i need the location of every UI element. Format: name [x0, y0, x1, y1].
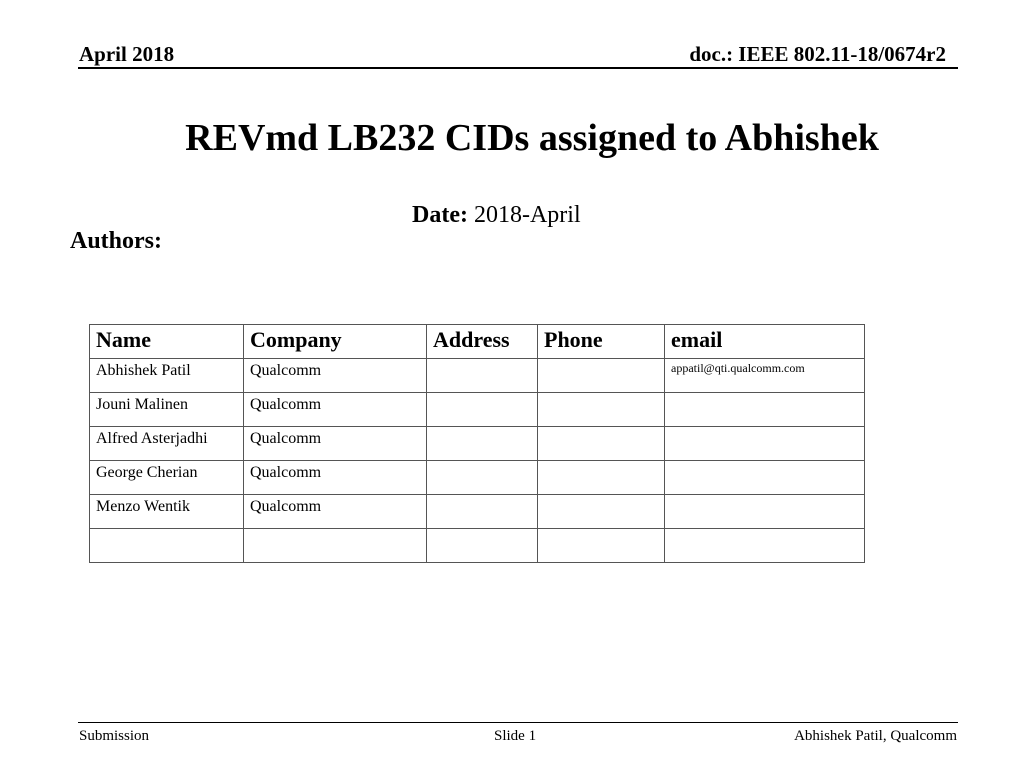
table-row: [90, 529, 865, 563]
cell-company: Qualcomm: [244, 393, 427, 427]
cell-address: [427, 359, 538, 393]
footer-slide-number: Slide 1: [494, 728, 537, 744]
cell-email: [665, 461, 865, 495]
authors-table: [89, 324, 865, 563]
footer-author: Abhishek Patil, Qualcomm: [794, 728, 957, 744]
authors-label: Authors:: [70, 228, 163, 254]
cell-email: appatil@qti.qualcomm.com: [665, 359, 865, 393]
header-address: Address: [427, 325, 538, 359]
slide-title: REVmd LB232 CIDs assigned to Abhishek: [185, 117, 879, 159]
cell-email: [665, 393, 865, 427]
header-doc-id: doc.: IEEE 802.11-18/0674r2: [689, 42, 946, 66]
cell-phone: [538, 495, 665, 529]
cell-address: [427, 393, 538, 427]
table-row: [90, 427, 865, 461]
cell-phone: [538, 393, 665, 427]
cell-name: [90, 529, 244, 563]
cell-email: [665, 495, 865, 529]
cell-address: [427, 427, 538, 461]
cell-name: Jouni Malinen: [90, 393, 244, 427]
cell-phone: [538, 427, 665, 461]
cell-company: Qualcomm: [244, 495, 427, 529]
cell-email: [665, 427, 865, 461]
cell-phone: [538, 461, 665, 495]
table-row: [90, 359, 865, 393]
header-name: Name: [90, 325, 244, 359]
header-company: Company: [244, 325, 427, 359]
table-row: [90, 461, 865, 495]
table-row: [90, 393, 865, 427]
cell-name: Abhishek Patil: [90, 359, 244, 393]
header-divider: [78, 67, 958, 69]
header-date: April 2018: [79, 42, 175, 66]
footer-submission: Submission: [79, 728, 150, 744]
date-value: 2018-April: [473, 202, 581, 228]
cell-company: Qualcomm: [244, 461, 427, 495]
cell-phone: [538, 529, 665, 563]
date-label: Date:: [412, 202, 468, 228]
header-email: email: [665, 325, 865, 359]
cell-address: [427, 529, 538, 563]
table-header-row: [90, 325, 865, 359]
cell-name: Menzo Wentik: [90, 495, 244, 529]
header-phone: Phone: [538, 325, 665, 359]
cell-company: Qualcomm: [244, 427, 427, 461]
cell-company: [244, 529, 427, 563]
date-line: [412, 202, 581, 229]
table-row: [90, 495, 865, 529]
cell-name: Alfred Asterjadhi: [90, 427, 244, 461]
cell-address: [427, 495, 538, 529]
cell-name: George Cherian: [90, 461, 244, 495]
cell-company: Qualcomm: [244, 359, 427, 393]
cell-email: [665, 529, 865, 563]
cell-phone: [538, 359, 665, 393]
footer-divider: [78, 722, 958, 723]
cell-address: [427, 461, 538, 495]
